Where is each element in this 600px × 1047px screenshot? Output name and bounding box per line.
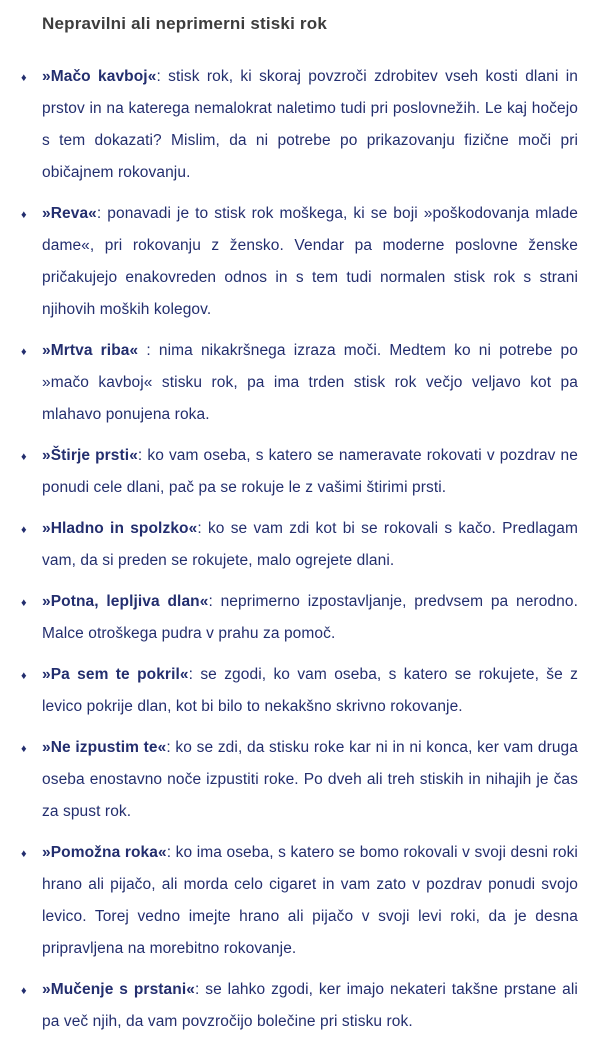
item-separator: :	[166, 739, 176, 756]
diamond-bullet-icon: ♦	[21, 743, 27, 755]
list-item	[21, 732, 578, 828]
item-term: »Pomožna roka«	[42, 844, 167, 861]
item-term: »Reva«	[42, 205, 97, 222]
list-item	[21, 974, 578, 1038]
item-body: se lahko zgodi, ker imajo nekateri takšne prstane ali pa več njih, da vam povzročijo bolečine pri stisku rok.	[42, 981, 578, 1030]
diamond-bullet-icon: ♦	[21, 451, 27, 463]
list-item	[21, 61, 578, 189]
list-item	[21, 837, 578, 965]
item-term: »Pa sem te pokril«	[42, 666, 189, 683]
item-separator: :	[208, 593, 221, 610]
item-separator: :	[137, 447, 148, 464]
diamond-bullet-icon: ♦	[21, 346, 27, 358]
list-item	[21, 659, 578, 723]
item-term: »Mučenje s prstani«	[42, 981, 195, 998]
diamond-bullet-icon: ♦	[21, 524, 27, 536]
item-separator: :	[96, 205, 108, 222]
item-body: ko se vam zdi kot bi se rokovali s kačo. Predlagam vam, da si preden se rokujete, malo ogrejete dlani.	[42, 520, 578, 569]
list-item	[21, 440, 578, 504]
item-separator: :	[188, 666, 201, 683]
list-item	[21, 513, 578, 577]
diamond-bullet-icon: ♦	[21, 670, 27, 682]
item-body: ko ima oseba, s katero se bomo rokovali v svoji desni roki hrano ali pijačo, ali morda celo cigaret in vam zato v pozdrav ponudi svojo levico. Torej vedno imejte hrano ali pijačo v svoji levi roki, da je desna pripravljena na morebitno rokovanje.	[42, 844, 578, 957]
item-term: »Potna, lepljiva dlan«	[42, 593, 209, 610]
item-term: »Hladno in spolzko«	[42, 520, 198, 537]
item-body: se zgodi, ko vam oseba, s katero se rokujete, še z levico pokrije dlan, kot bi bilo to nekakšno skrivno rokovanje.	[42, 666, 578, 715]
diamond-bullet-icon: ♦	[21, 848, 27, 860]
list-item	[21, 586, 578, 650]
item-body: nima nikakršnega izraza moči. Medtem ko ni potrebe po »mačo kavboj« stisku rok, pa ima trden stisk rok večjo veljavo kot pa mlahavo ponujena roka.	[42, 342, 578, 423]
item-separator: :	[197, 520, 208, 537]
item-separator: :	[166, 844, 176, 861]
item-term: »Ne izpustim te«	[42, 739, 167, 756]
item-body: neprimerno izpostavljanje, predvsem pa nerodno. Malce otroškega pudra v prahu za pomoč.	[42, 593, 578, 642]
item-body: ko vam oseba, s katero se nameravate rokovati v pozdrav ne ponudi cele dlani, pač pa se rokuje le z vašimi štirimi prsti.	[42, 447, 578, 496]
item-body: stisk rok, ki skoraj povzroči zdrobitev vseh kosti dlani in prstov in na katerega nemalokrat naletimo tudi pri poslovnežih. Le kaj hočejo s tem dokazati? Mislim, da ni potrebe po prikazovanju fizične moči pri običajnem rokovanju.	[42, 68, 578, 181]
item-body: ko se zdi, da stisku roke kar ni in ni konca, ker vam druga oseba enostavno noče izpustiti roke. Po dveh ali treh stiskih in nihajih je čas za spust rok.	[42, 739, 578, 820]
item-separator: :	[138, 342, 159, 359]
diamond-bullet-icon: ♦	[21, 72, 27, 84]
list-item	[21, 198, 578, 326]
diamond-bullet-icon: ♦	[21, 209, 27, 221]
item-term: »Mrtva riba«	[42, 342, 139, 359]
item-term: »Mačo kavboj«	[42, 68, 157, 85]
page-title: Nepravilni ali neprimerni stiski rok	[42, 14, 327, 33]
item-body: ponavadi je to stisk rok moškega, ki se boji »poškodovanja mlade dame«, pri rokovanju z žensko. Vendar pa moderne poslovne ženske pričakujejo enakovreden odnos in s tem tudi normalen stisk rok s strani njihovih moških kolegov.	[42, 205, 578, 318]
item-separator: :	[194, 981, 206, 998]
diamond-bullet-icon: ♦	[21, 597, 27, 609]
diamond-bullet-icon: ♦	[21, 985, 27, 997]
handshake-types-list	[0, 61, 600, 1038]
list-item	[21, 335, 578, 431]
item-separator: :	[156, 68, 169, 85]
item-term: »Štirje prsti«	[42, 447, 138, 464]
